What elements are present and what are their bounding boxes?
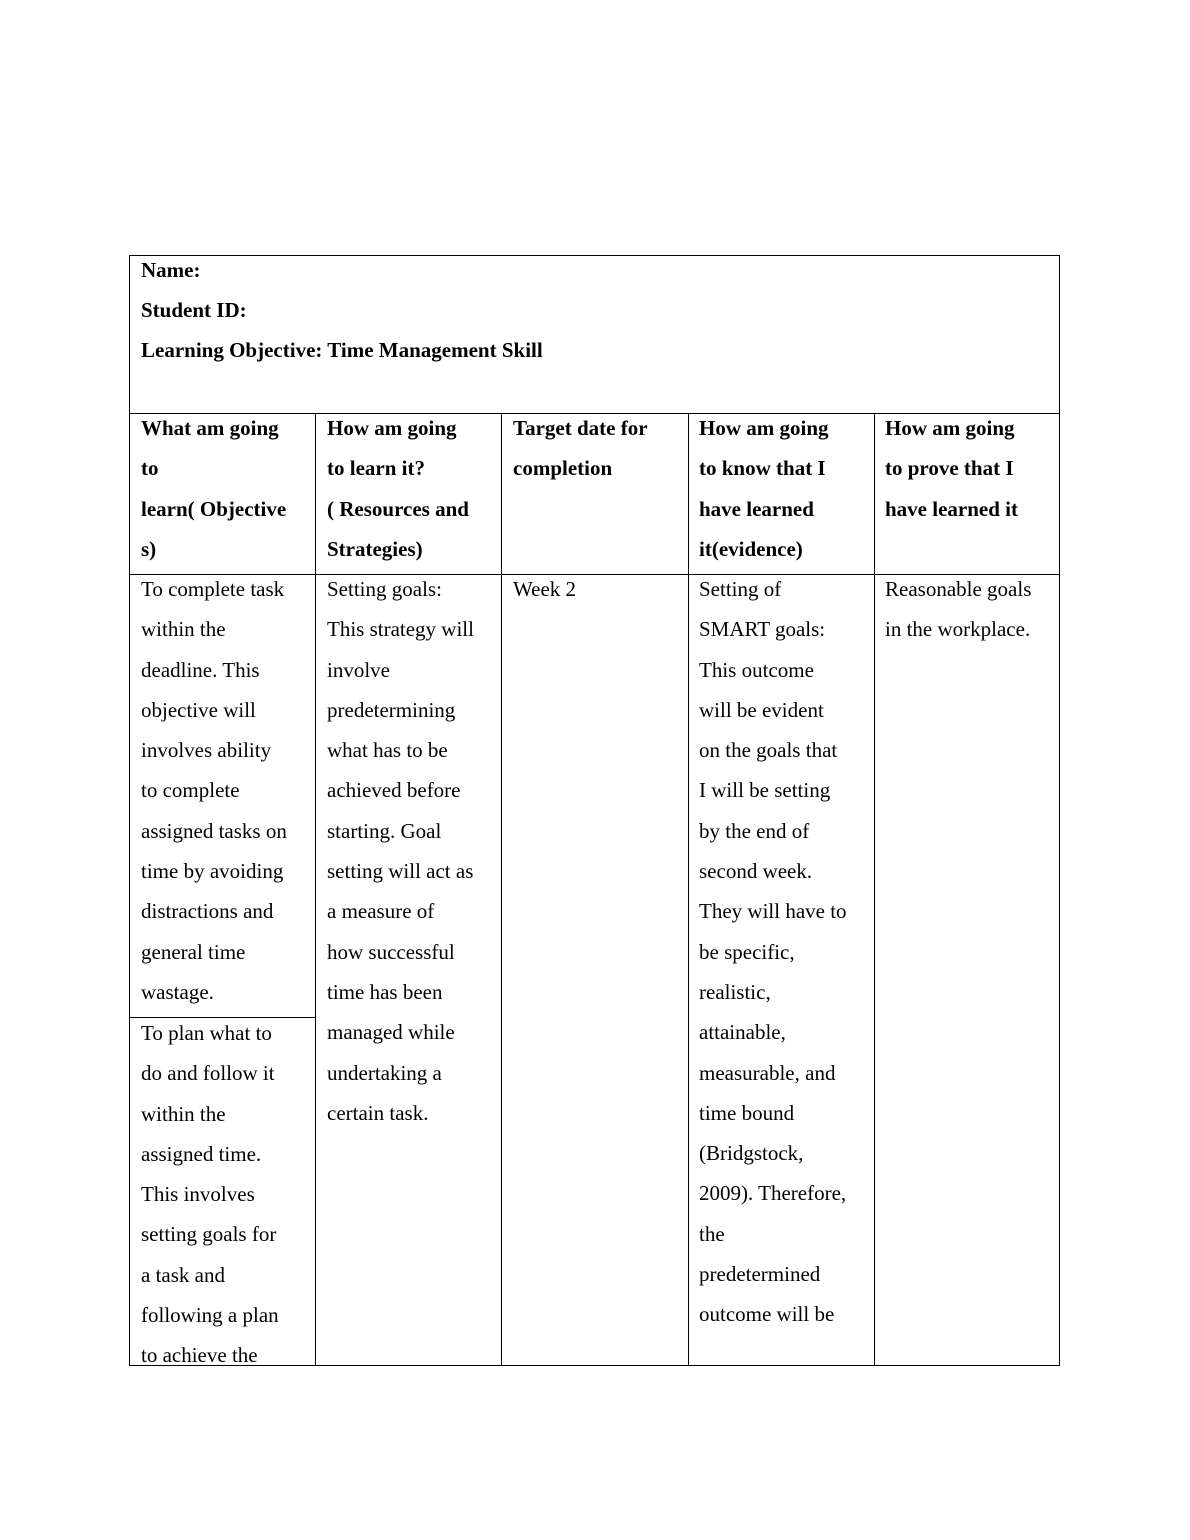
objective-cell-2: To plan what to do and follow it within the assigned time. This involves setting goals for a task and following a plan to achieve the	[141, 1021, 279, 1368]
learning-plan-table	[129, 255, 1060, 1366]
column-divider	[501, 414, 502, 1365]
name-label: Name:	[141, 258, 201, 282]
column-divider	[874, 414, 875, 1365]
student-info-block	[130, 256, 1059, 414]
header-evidence: How am going to know that I have learned it(evidence)	[699, 416, 829, 561]
header-target-date: Target date for completion	[513, 416, 648, 481]
column-divider	[315, 414, 316, 1365]
header-objectives: What am going to learn( Objective s)	[141, 416, 287, 561]
proof-cell: Reasonable goals in the workplace.	[885, 577, 1032, 642]
objective-cell-1: To complete task within the deadline. This objective will involves ability to complete assigned tasks on time by avoiding distractions and general time wastage.	[141, 577, 287, 1004]
header-proof: How am going to prove that I have learned it	[885, 416, 1018, 521]
learning-objective: Learning Objective: Time Management Skill	[141, 338, 543, 362]
resources-cell: Setting goals: This strategy will involve predetermining what has to be achieved before starting. Goal setting will act as a measure of how successful time has been managed while undertaking a certain task.	[327, 577, 474, 1125]
student-id-label: Student ID:	[141, 298, 247, 322]
evidence-cell: Setting of SMART goals: This outcome will be evident on the goals that I will be setting by the end of second week. They will have to be specific, realistic, attainable, measurable, and time bound (Bridgstock, 2009). Therefore, the predetermined outcome will be	[699, 577, 847, 1327]
header-resources: How am going to learn it? ( Resources and Strategies)	[327, 416, 469, 561]
column-divider	[688, 414, 689, 1365]
target-date-cell: Week 2	[513, 577, 577, 601]
